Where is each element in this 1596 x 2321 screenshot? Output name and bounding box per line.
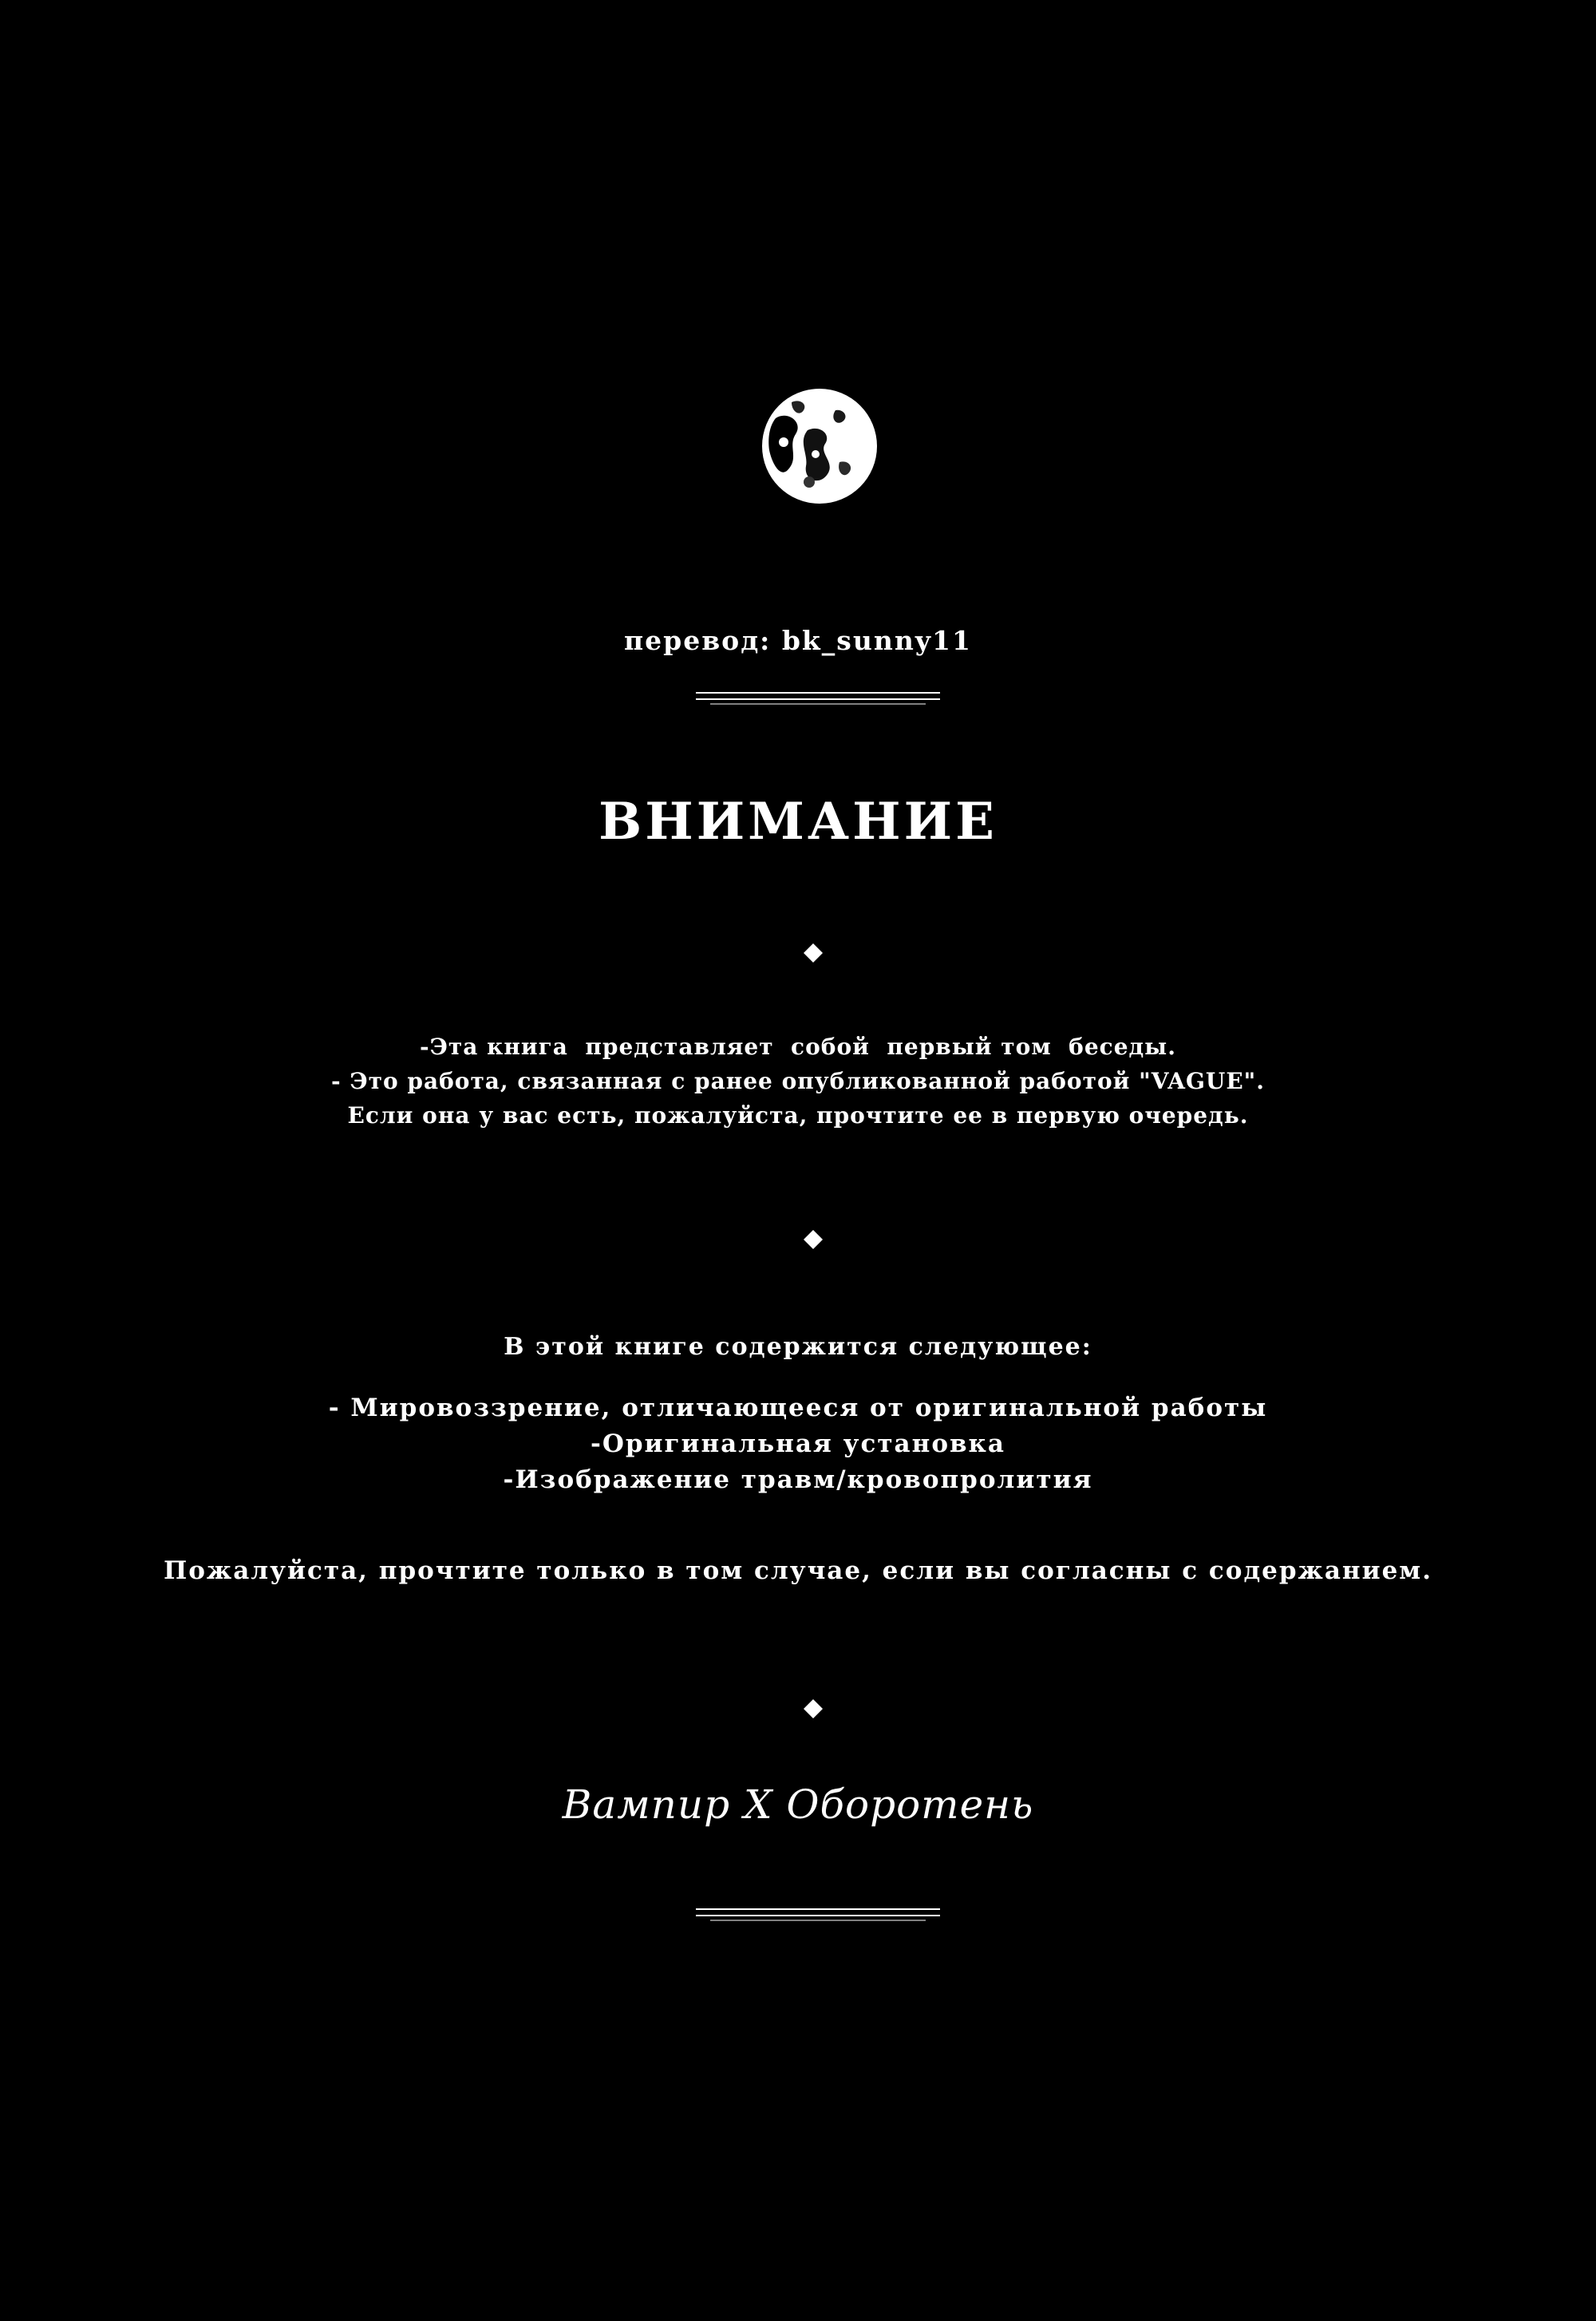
moon-icon [760,386,879,506]
double-line-divider [694,1904,942,1924]
diamond-icon [803,1229,824,1250]
diamond-icon [803,1698,824,1719]
list-item: - Мировоззрение, отличающееся от оригинальной работы [328,1394,1268,1422]
list-item: -Оригинальная установка [590,1429,1006,1458]
double-line-divider [694,688,942,707]
signature-title: Вампир X Оборотень [562,1781,1034,1828]
warning-paragraph [0,1030,1596,1133]
warning-line: -Эта книга представляет собой первый том беседы. [420,1034,1176,1060]
warning-line: Если она у вас есть, пожалуйста, прочтите ее в первую очередь. [347,1102,1249,1129]
consent-note: Пожалуйста, прочтите только в том случае, если вы согласны с содержанием. [163,1556,1433,1585]
list-item: -Изображение травм/кровопролития [503,1465,1093,1494]
page-title: ВНИМАНИЕ [598,792,998,852]
contents-heading: В этой книге содержится следующее: [504,1333,1092,1361]
translator-credit: перевод: bk_sunny11 [624,625,972,656]
diamond-icon [803,943,824,963]
warning-line: - Это работа, связанная с ранее опубликованной работой "VAGUE". [330,1068,1266,1094]
contents-list [0,1390,1596,1498]
